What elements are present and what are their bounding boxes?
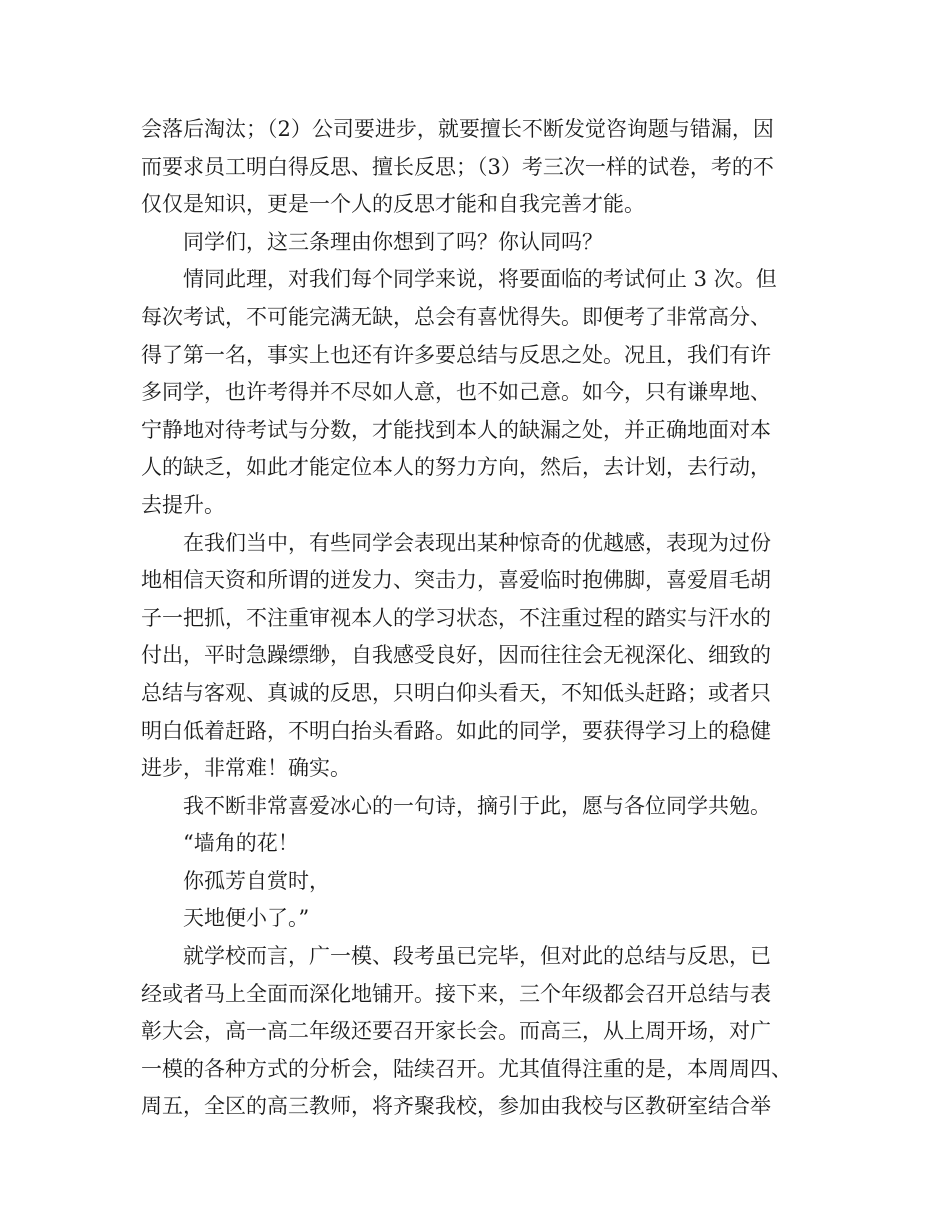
text-line: 在我们当中，有些同学会表现出某种惊奇的优越感，表现为过份 xyxy=(141,530,771,555)
text-line: 总结与客观、真诚的反思，只明白仰头看天，不知低头赶路；或者只 xyxy=(141,680,771,705)
text-line: 而要求员工明白得反思、擅长反思；（3）考三次一样的试卷，考的不 xyxy=(141,154,774,179)
text-line: 明白低着赶路，不明白抬头看路。如此的同学，要获得学习上的稳健 xyxy=(141,718,771,743)
text-line: 多同学，也许考得并不尽如人意，也不如己意。如今，只有谦卑地、 xyxy=(141,380,771,405)
text-line: 去提升。 xyxy=(141,492,225,517)
text-line: 周五，全区的高三教师，将齐聚我校，参加由我校与区教研室结合举 xyxy=(141,1094,771,1119)
text-line: 彰大会，高一高二年级还要召开家长会。而高三，从上周开场，对广 xyxy=(141,1019,771,1044)
text-line: 人的缺乏，如此才能定位本人的努力方向，然后，去计划，去行动， xyxy=(141,455,771,480)
text-line: 就学校而言，广一模、段考虽已完毕，但对此的总结与反思，已 xyxy=(141,944,771,969)
text-line: 我不断非常喜爱冰心的一句诗，摘引于此，愿与各位同学共勉。 xyxy=(141,793,771,818)
poem-line: 你孤芳自赏时， xyxy=(141,868,330,893)
text-line: 仅仅是知识，更是一个人的反思才能和自我完善才能。 xyxy=(141,192,645,217)
body-text xyxy=(141,111,821,1126)
text-line: 子一把抓，不注重审视本人的学习状态，不注重过程的踏实与汗水的 xyxy=(141,605,771,630)
text-line: 宁静地对待考试与分数，才能找到本人的缺漏之处，并正确地面对本 xyxy=(141,417,771,442)
poem-line: “墙角的花！ xyxy=(141,831,299,856)
text-line: 每次考试，不可能完满无缺，总会有喜忧得失。即便考了非常高分、 xyxy=(141,304,771,329)
text-line: 会落后淘汰；（2）公司要进步，就要擅长不断发觉咨询题与错漏，因 xyxy=(141,117,774,141)
text-line: 同学们，这三条理由你想到了吗？你认同吗？ xyxy=(141,229,603,254)
text-line: 地相信天资和所谓的迸发力、突击力，喜爱临时抱佛脚，喜爱眉毛胡 xyxy=(141,568,771,593)
text-line: 一模的各种方式的分析会，陆续召开。尤其值得注重的是，本周周四、 xyxy=(141,1056,792,1081)
text-line: 情同此理，对我们每个同学来说，将要面临的考试何止 3 次。但 xyxy=(141,267,777,292)
text-line: 经或者马上全面而深化地铺开。接下来，三个年级都会召开总结与表 xyxy=(141,981,771,1006)
text-line: 得了第一名，事实上也还有许多要总结与反思之处。况且，我们有许 xyxy=(141,342,771,367)
poem-line: 天地便小了。” xyxy=(141,906,310,931)
text-line: 进步，非常难！确实。 xyxy=(141,756,351,781)
text-line: 付出，平时急躁缥缈，自我感受良好，因而往往会无视深化、细致的 xyxy=(141,643,771,668)
